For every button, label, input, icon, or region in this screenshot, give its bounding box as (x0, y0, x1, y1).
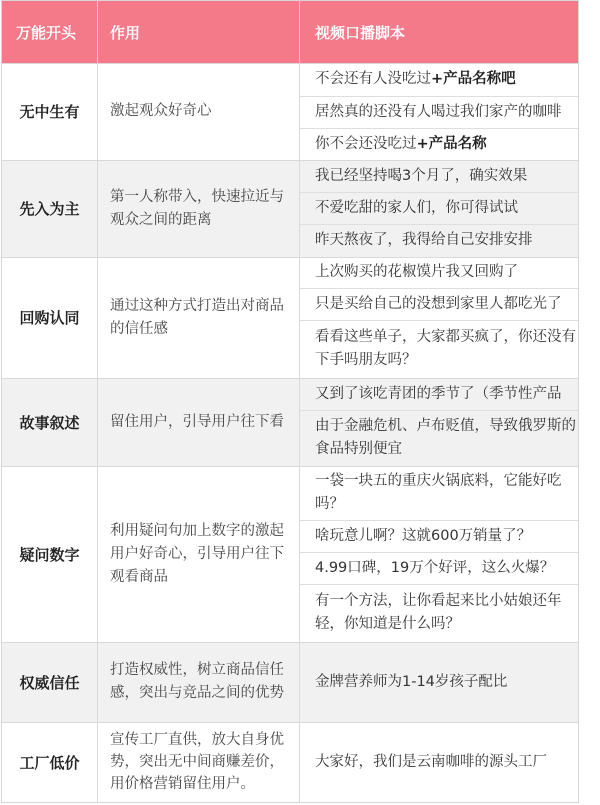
script-line: 上次购买的花椒馍片我又回购了 (315, 264, 518, 280)
row-name: 工厂低价 (19, 753, 80, 772)
row-effect: 通过这种方式打造出对商品的信任感 (110, 297, 284, 337)
script-line: 昨天熬夜了，我得给自己安排安排 (315, 232, 533, 248)
script-line: 啥玩意儿啊？这就600万销量了？ (315, 527, 532, 544)
script-line: 又到了该吃青团的季节了（季节性产品 (315, 385, 562, 402)
script-line: 有一个方法，让你看起来比小姑娘还年轻，你知道是什么吗？ (315, 593, 562, 632)
row-name: 先入为主 (19, 200, 80, 218)
table-header (2, 1, 578, 63)
row-effect: 利用疑问句加上数字的激起用户好奇心，引导用户往下观看商品 (110, 522, 284, 585)
column-divider-1 (97, 1, 98, 802)
row-name: 无中生有 (19, 103, 80, 121)
row-effect: 激起观众好奇心 (110, 103, 212, 119)
row-effect: 宣传工厂直供，放大自身优势，突出无中间商赚差价，用价格营销留住用户。 (110, 732, 284, 792)
row-name: 故事叙述 (19, 413, 80, 432)
script-line: 金牌营养师为1-14岁孩子配比 (315, 673, 508, 690)
header-effect: 作用 (110, 23, 141, 42)
row-name: 疑问数字 (19, 545, 80, 564)
row-effect: 留住用户，引导用户往下看 (110, 413, 284, 430)
script-line: 大家好，我们是云南咖啡的源头工厂 (315, 753, 547, 770)
script-line: 不爱吃甜的家人们，你可得试试 (315, 199, 518, 216)
row-effect: 打造权威性，树立商品信任感，突出与竞品之间的优势 (110, 662, 284, 701)
header-opening: 万能开头 (16, 23, 77, 42)
row-name: 回购认同 (19, 309, 80, 327)
row-effect: 第一人称带入，快速拉近与观众之间的距离 (110, 188, 284, 228)
script-line: 不会还有人没吃过 +产品名称吧 (315, 71, 516, 87)
script-line: 居然真的还没有人喝过我们家产的咖啡 (315, 103, 562, 120)
script-line: 只是买给自己的没想到家里人都吃光了 (315, 295, 562, 312)
script-line: 你不会还没吃过 +产品名称 (315, 135, 487, 152)
script-line: 由于金融危机、卢布贬值，导致俄罗斯的食品特别便宜 (315, 418, 576, 457)
header-script: 视频口播脚本 (315, 23, 406, 42)
column-divider-2 (299, 1, 300, 802)
script-line: 一袋一块五的重庆火锅底料，它能好吃吗？ (315, 473, 562, 512)
script-line: 我已经坚持喝3个月了，确实效果 (315, 167, 528, 184)
row-name: 权威信任 (19, 673, 80, 692)
script-table (1, 0, 579, 803)
script-line: 看看这些单子，大家都买疯了，你还没有下手吗朋友吗？ (315, 329, 576, 368)
script-line: 4.99口碑，19万个好评，这么火爆？ (315, 559, 555, 576)
